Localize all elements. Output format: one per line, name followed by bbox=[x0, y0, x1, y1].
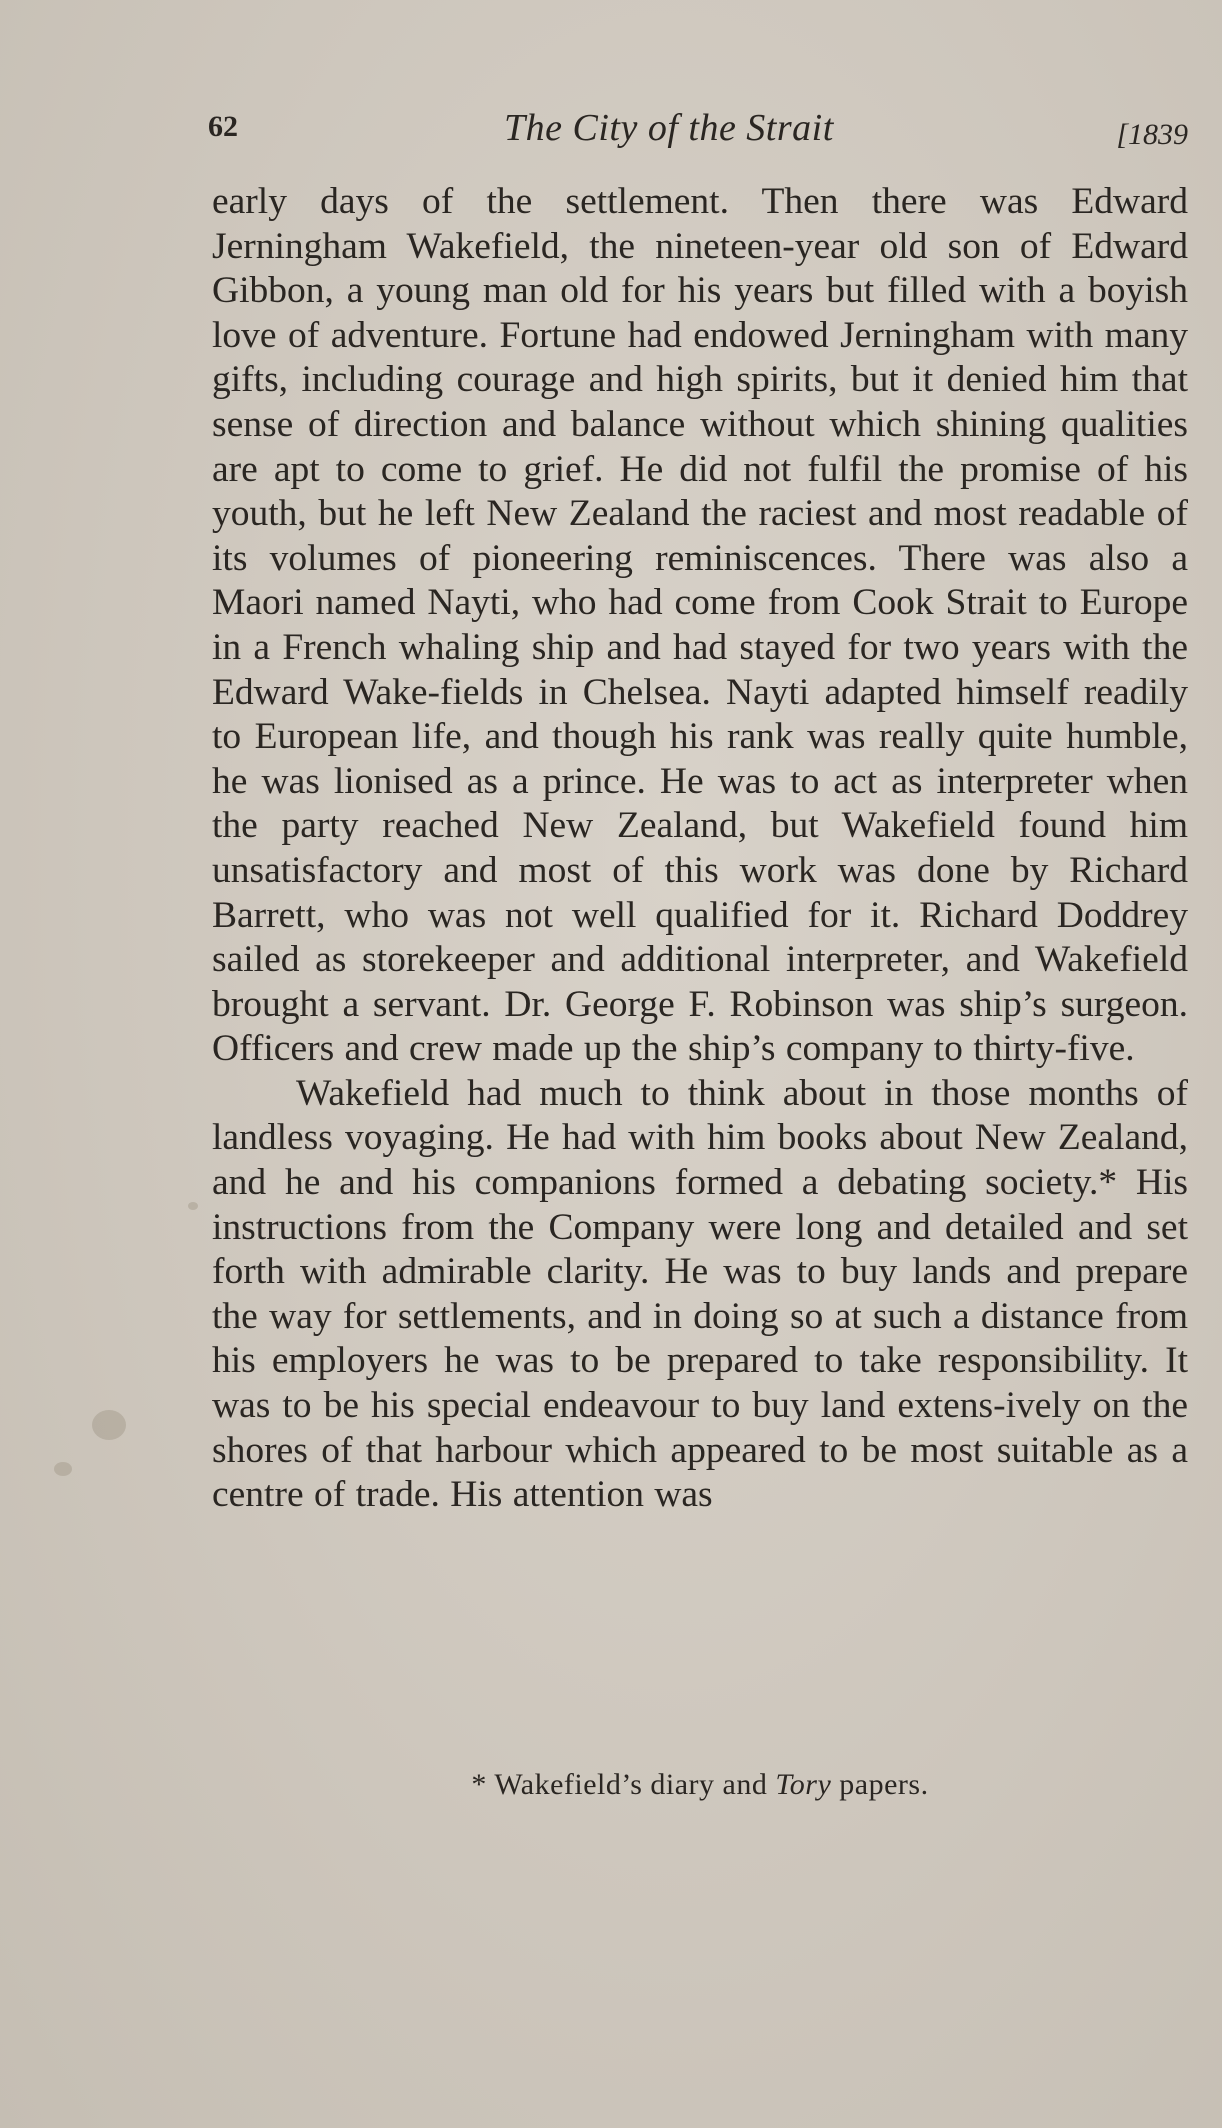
foxing-spot bbox=[54, 1462, 72, 1476]
footnote-text-end: papers. bbox=[831, 1768, 929, 1801]
foxing-spot bbox=[92, 1410, 126, 1440]
footnote bbox=[212, 1768, 1188, 1802]
foxing-spot bbox=[188, 1202, 198, 1210]
running-title: The City of the Strait bbox=[504, 107, 834, 149]
body-text bbox=[212, 180, 1188, 1518]
page-number: 62 bbox=[208, 110, 238, 143]
chapter-year: [1839 bbox=[1116, 118, 1188, 151]
footnote-text: * Wakefield’s diary and bbox=[471, 1768, 776, 1801]
page-header bbox=[208, 106, 1188, 156]
paragraph: Wakefield had much to think about in those months of landless voyaging. He had with him books about New Zealand, and he and his companions formed a debating society.* His instructions from the Company were long and detailed and set forth with admirable clarity. He was to buy lands and prepare the way for settlements, and in doing so at such a distance from his employers he was to be prepared to take responsibility. It was to be his special endeavour to buy land extens-ively on the shores of that harbour which appeared to be most suitable as a centre of trade. His attention was bbox=[212, 1072, 1188, 1516]
paragraph: early days of the settlement. Then there was Edward Jerningham Wakefield, the nineteen-year old son of Edward Gibbon, a young man old for his years but filled with a boyish love of adventure. Fortune had endowed Jerningham with many gifts, including courage and high spirits, but it denied him that sense of direction and balance without which shining qualities are apt to come to grief. He did not fulfil the promise of his youth, but he left New Zealand the raciest and most readable of its volumes of pioneering reminiscences. There was also a Maori named Nayti, who had come from Cook Strait to Europe in a French whaling ship and had stayed for two years with the Edward Wake-fields in Chelsea. Nayti adapted himself readily to European life, and though his rank was really quite humble, he was lionised as a prince. He was to act as interpreter when the party reached New Zealand, but Wakefield found him unsatisfactory and most of this work was done by Richard Barrett, who was not well qualified for it. Richard Doddrey sailed as storekeeper and additional interpreter, and Wakefield brought a servant. Dr. George F. Robinson was ship’s surgeon. Officers and crew made up the ship’s company to thirty-five. bbox=[212, 181, 1188, 1070]
footnote-italic-text: Tory bbox=[775, 1768, 832, 1801]
